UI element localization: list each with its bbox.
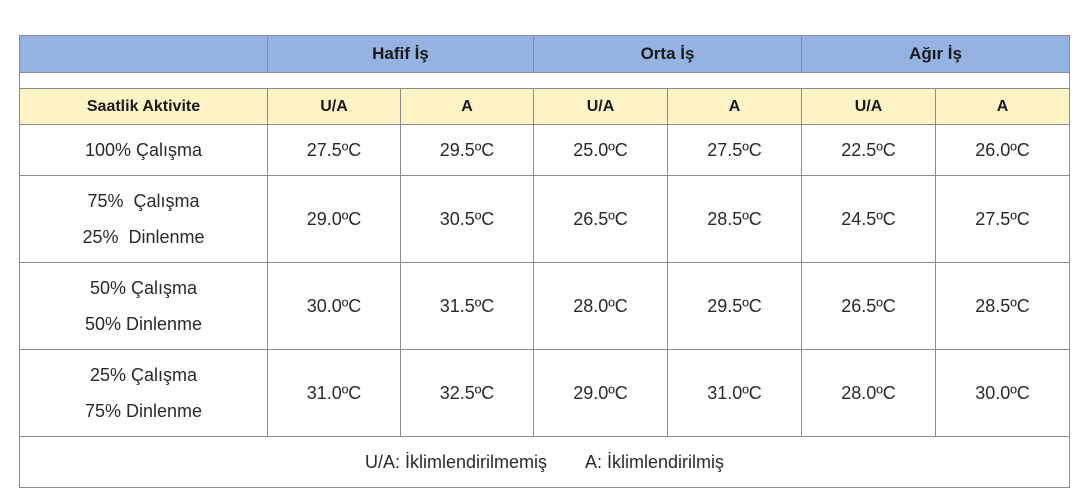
value-cell: 31.0ºC <box>268 350 401 437</box>
group-header-empty <box>20 36 268 73</box>
value-cell: 30.5ºC <box>401 176 534 263</box>
activity-line: 25% Dinlenme <box>82 227 205 247</box>
value-cell: 26.0ºC <box>936 125 1070 176</box>
sub-header-heavy-a: A <box>936 89 1070 125</box>
table-row <box>20 263 1070 350</box>
group-header-heavy-work: Ağır İş <box>802 36 1070 73</box>
sub-header-heavy-ua: U/A <box>802 89 936 125</box>
value-cell: 32.5ºC <box>401 350 534 437</box>
sub-header-medium-a: A <box>668 89 802 125</box>
value-cell: 29.0ºC <box>268 176 401 263</box>
spacer-row <box>20 73 1070 89</box>
value-cell: 28.5ºC <box>936 263 1070 350</box>
value-cell: 28.0ºC <box>802 350 936 437</box>
sub-header-medium-ua: U/A <box>534 89 668 125</box>
activity-line: 75% Dinlenme <box>84 401 203 421</box>
heat-stress-table-container <box>19 35 1069 488</box>
value-cell: 29.5ºC <box>668 263 802 350</box>
spacer-cell <box>20 73 1070 89</box>
legend-row <box>20 437 1070 488</box>
activity-cell <box>20 176 268 263</box>
value-cell: 31.0ºC <box>668 350 802 437</box>
activity-cell <box>20 125 268 176</box>
legend-cell <box>20 437 1070 488</box>
table-row <box>20 125 1070 176</box>
heat-stress-table <box>19 35 1070 488</box>
legend-a: A: İklimlendirilmiş <box>585 451 725 472</box>
activity-cell <box>20 263 268 350</box>
group-header-light-work: Hafif İş <box>268 36 534 73</box>
activity-line: 100% Çalışma <box>84 139 203 160</box>
table-row <box>20 176 1070 263</box>
value-cell: 31.5ºC <box>401 263 534 350</box>
group-header-medium-work: Orta İş <box>534 36 802 73</box>
sub-header-light-ua: U/A <box>268 89 401 125</box>
sub-header-row <box>20 89 1070 125</box>
legend-ua: U/A: İklimlendirilmemiş <box>364 451 547 472</box>
sub-header-light-a: A <box>401 89 534 125</box>
value-cell: 27.5ºC <box>936 176 1070 263</box>
activity-cell <box>20 350 268 437</box>
value-cell: 27.5ºC <box>668 125 802 176</box>
table-row <box>20 350 1070 437</box>
value-cell: 26.5ºC <box>534 176 668 263</box>
row-header-activity: Saatlik Aktivite <box>20 89 268 125</box>
value-cell: 27.5ºC <box>268 125 401 176</box>
value-cell: 26.5ºC <box>802 263 936 350</box>
activity-line: 75% Çalışma <box>87 191 200 211</box>
value-cell: 25.0ºC <box>534 125 668 176</box>
value-cell: 29.5ºC <box>401 125 534 176</box>
value-cell: 28.0ºC <box>534 263 668 350</box>
value-cell: 30.0ºC <box>936 350 1070 437</box>
value-cell: 28.5ºC <box>668 176 802 263</box>
value-cell: 22.5ºC <box>802 125 936 176</box>
value-cell: 30.0ºC <box>268 263 401 350</box>
group-header-row <box>20 36 1070 73</box>
activity-line: 50% Dinlenme <box>84 314 203 334</box>
value-cell: 29.0ºC <box>534 350 668 437</box>
activity-line: 25% Çalışma <box>89 365 198 385</box>
activity-line: 50% Çalışma <box>89 278 198 298</box>
value-cell: 24.5ºC <box>802 176 936 263</box>
